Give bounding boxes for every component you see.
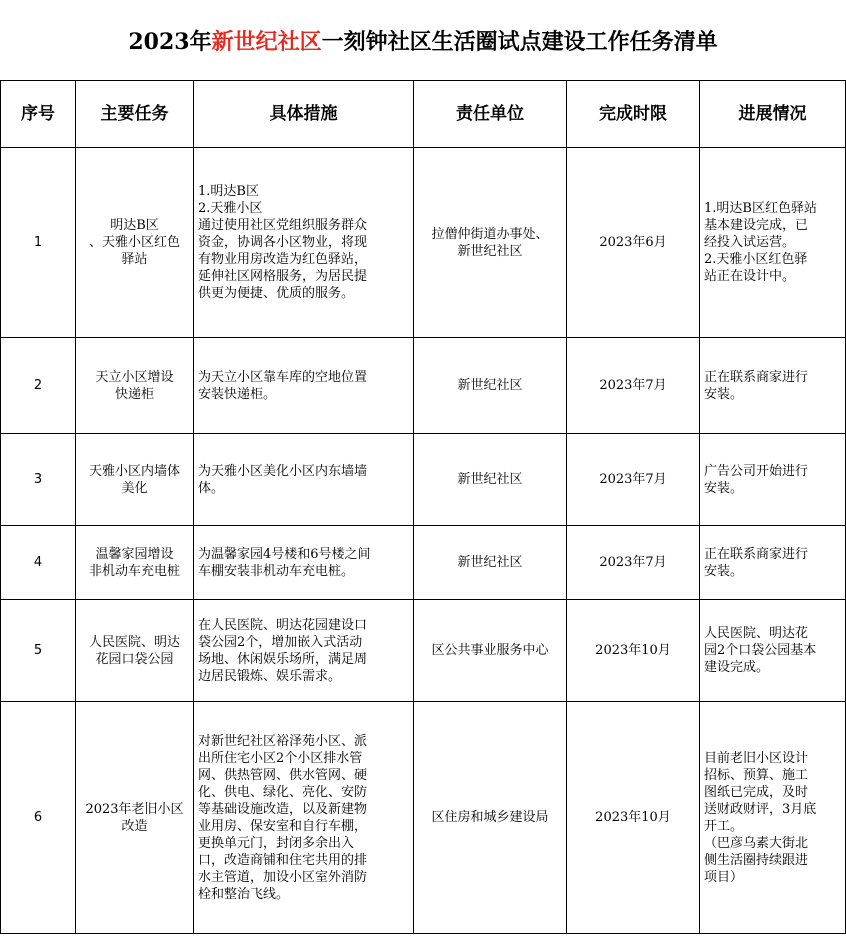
cell-progress-text: 1.明达B区红色驿站 基本建设完成，已 经投入试运营。 2.天雅小区红色驿 站正在设计中。 [704,201,817,284]
cell-no[interactable]: 1 [1,148,76,338]
cell-task-text: 温馨家园增设 非机动车充电桩 [88,546,180,579]
cell-no[interactable]: 5 [1,600,76,702]
table-row [1,148,846,338]
cell-progress[interactable] [700,434,846,526]
cell-task-text: 天立小区增设 快递柜 [95,369,174,402]
cell-task[interactable] [76,600,194,702]
cell-task[interactable] [76,338,194,434]
cell-unit-text: 区住房和城乡建设局 [431,810,549,825]
cell-progress[interactable] [700,148,846,338]
page-title [0,0,846,81]
cell-measure-text: 1.明达B区 2.天雅小区 通过使用社区党组织服务群众 资金，协调各小区物业，将现 有物业用房改造为红色驿站， 延伸社区网格服务，为居民提 供更为便捷、优质的服务。 [198,184,368,301]
cell-measure[interactable] [194,702,414,934]
cell-task-text: 人民医院、明达 花园口袋公园 [88,634,180,667]
cell-unit-text: 新世纪社区 [457,555,523,570]
cell-unit[interactable] [414,148,567,338]
cell-unit-text: 新世纪社区 [457,378,523,393]
header-no: 序号 [1,81,76,148]
cell-measure[interactable] [194,526,414,600]
cell-no[interactable]: 2 [1,338,76,434]
table-row [1,702,846,934]
cell-unit-text: 拉僧仲街道办事处、 新世纪社区 [431,226,549,259]
cell-progress[interactable] [700,526,846,600]
cell-task-text: 明达B区 、天雅小区红色 驿站 [88,218,180,267]
cell-measure[interactable] [194,338,414,434]
cell-progress-text: 正在联系商家进行 安装。 [704,369,809,402]
cell-progress[interactable] [700,338,846,434]
cell-unit[interactable] [414,526,567,600]
header-row [1,81,846,148]
cell-task[interactable] [76,526,194,600]
header-measure: 具体措施 [194,81,414,148]
cell-progress[interactable] [700,600,846,702]
cell-deadline[interactable]: 2023年7月 [567,526,700,600]
cell-measure-text: 在人民医院、明达花园建设口 袋公园2个，增加嵌入式活动 场地、休闲娱乐场所，满足周 边居民锻炼、娱乐需求。 [198,617,368,684]
cell-unit[interactable] [414,338,567,434]
cell-unit[interactable] [414,600,567,702]
cell-unit[interactable] [414,434,567,526]
cell-task[interactable] [76,148,194,338]
cell-measure[interactable] [194,148,414,338]
header-task: 主要任务 [76,81,194,148]
cell-progress-text: 人民医院、明达花 园2个口袋公园基本 建设完成。 [704,626,817,675]
header-deadline: 完成时限 [567,81,700,148]
cell-task[interactable] [76,702,194,934]
cell-task-text: 天雅小区内墙体 美化 [88,463,180,496]
cell-unit[interactable] [414,702,567,934]
cell-deadline[interactable]: 2023年10月 [567,600,700,702]
cell-task-text: 2023年老旧小区 改造 [85,801,184,834]
table-row [1,600,846,702]
header-unit: 责任单位 [414,81,567,148]
title-part-rest: 一刻钟社区生活圈试点建设工作任务清单 [321,28,718,55]
cell-deadline[interactable]: 2023年7月 [567,434,700,526]
header-progress: 进展情况 [700,81,846,148]
cell-no[interactable]: 4 [1,526,76,600]
cell-measure-text: 为温馨家园4号楼和6号楼之间 车棚安装非机动车充电桩。 [198,546,371,579]
cell-measure-text: 为天雅小区美化小区内东墙墙 体。 [198,463,368,496]
cell-measure-text: 为天立小区靠车库的空地位置 安装快递柜。 [198,369,368,402]
cell-deadline[interactable]: 2023年7月 [567,338,700,434]
cell-progress-text: 广告公司开始进行 安装。 [704,463,809,496]
cell-unit-text: 新世纪社区 [457,472,523,487]
title-highlight-community: 新世纪社区 [211,28,322,55]
cell-progress-text: 目前老旧小区设计 招标、预算、施工 图纸已完成，及时 送财政财评，3月底 开工。 （巴彦乌素大街北 侧生活圈持续跟进 项目） [704,750,817,885]
cell-no[interactable]: 6 [1,702,76,934]
task-table [0,80,846,934]
table-row [1,434,846,526]
cell-deadline[interactable]: 2023年10月 [567,702,700,934]
cell-task[interactable] [76,434,194,526]
cell-no[interactable]: 3 [1,434,76,526]
cell-unit-text: 区公共事业服务中心 [431,643,549,658]
table-row [1,526,846,600]
cell-deadline[interactable]: 2023年6月 [567,148,700,338]
cell-measure[interactable] [194,600,414,702]
cell-measure-text: 对新世纪社区裕泽苑小区、派 出所住宅小区2个小区排水管 网、供热管网、供水管网、硬 化、供电、绿化、亮化、安防 等基础设施改造，以及新建物 业用房、保安室和自行车棚， 更换单元门，封闭多余出入 口，改造商铺和住宅共用的排 水主管道，加设小区室外消防 栓和整治飞线。 [198,733,368,902]
table-row [1,338,846,434]
title-part-year: 2023年 [128,28,212,55]
cell-progress-text: 正在联系商家进行 安装。 [704,546,809,579]
cell-progress[interactable] [700,702,846,934]
cell-measure[interactable] [194,434,414,526]
